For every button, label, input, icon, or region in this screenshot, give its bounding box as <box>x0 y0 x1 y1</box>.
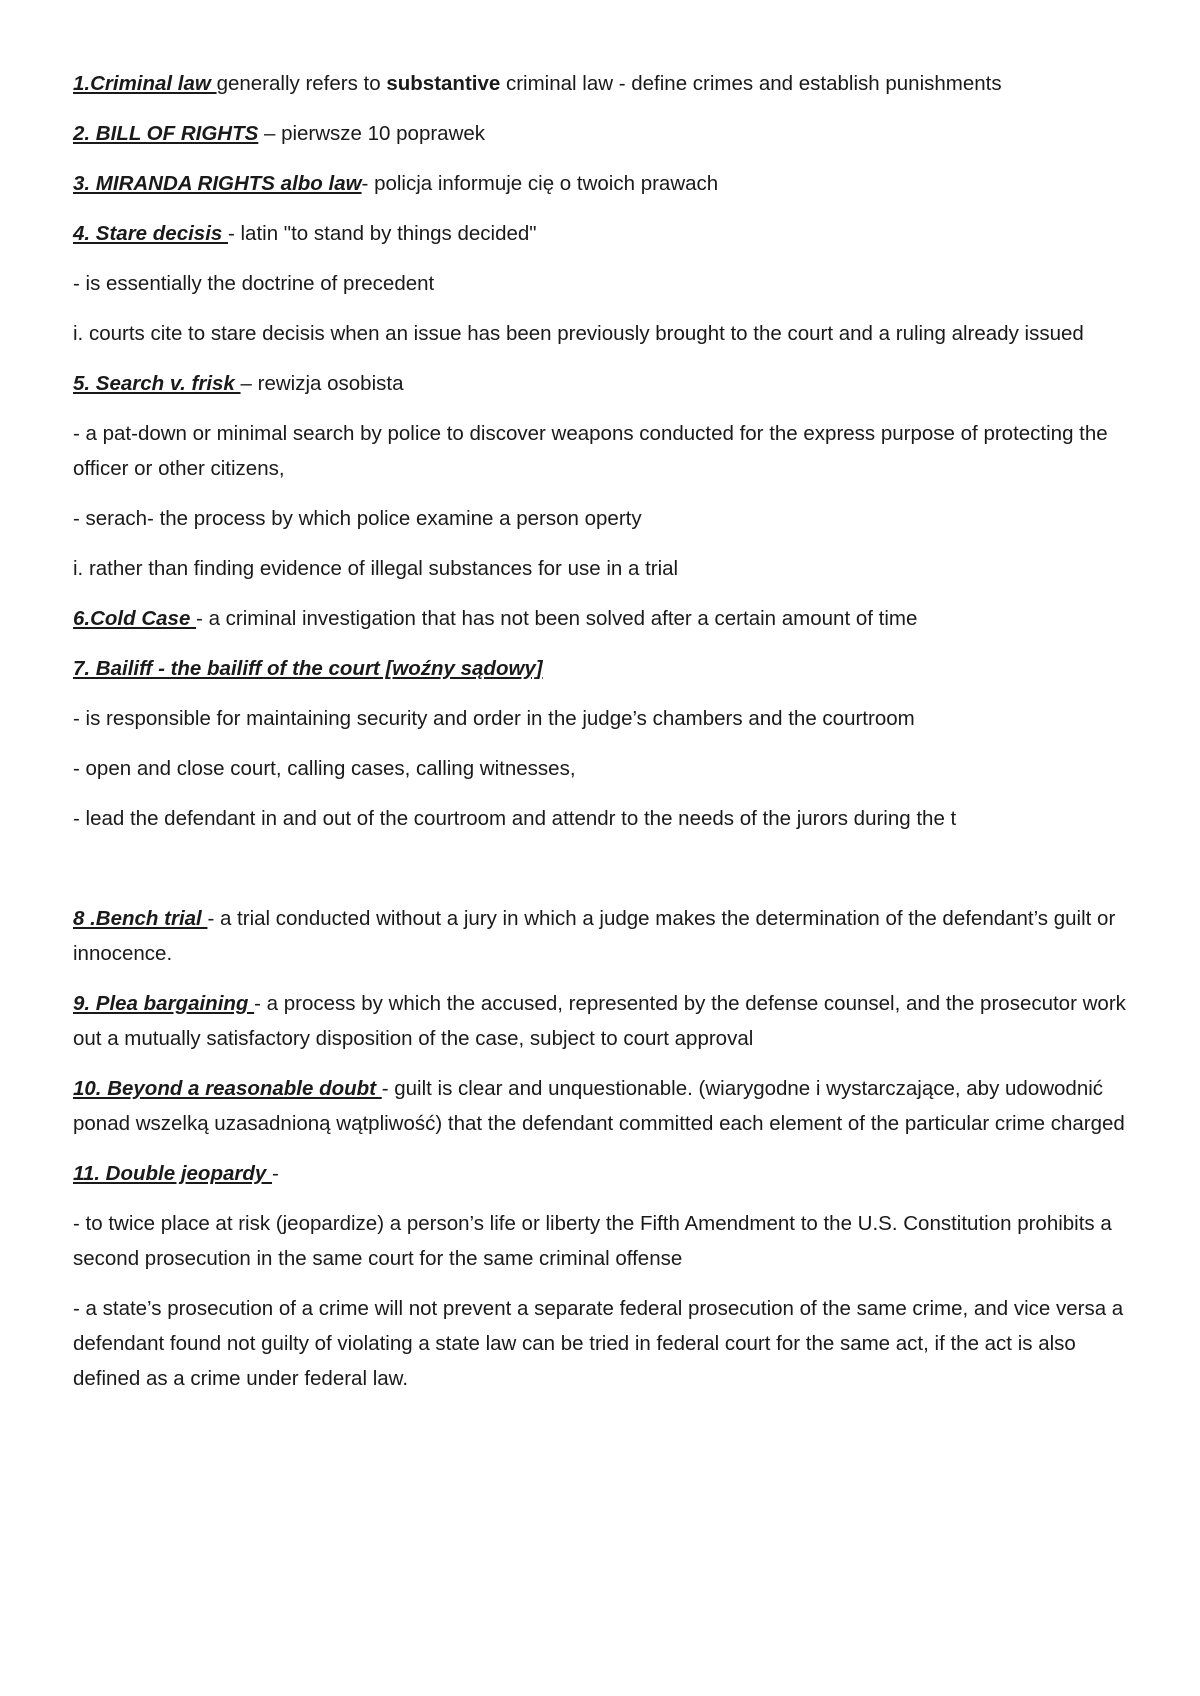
term-heading: 4. Stare decisis <box>73 222 228 245</box>
definition-text: i. rather than finding evidence of illegal substances for use in a trial <box>73 557 679 580</box>
term-heading: 9. Plea bargaining <box>73 992 255 1015</box>
definition-text: criminal law - define crimes and establish punishments <box>500 72 1002 95</box>
definition-line <box>73 1291 1141 1396</box>
definition-line <box>73 316 1141 351</box>
term-heading: 2. BILL OF RIGHTS <box>73 122 259 145</box>
definition-entry <box>73 116 1141 151</box>
definition-entry <box>73 366 1141 401</box>
definition-entry <box>73 216 1141 251</box>
definition-line <box>73 1206 1141 1276</box>
definition-line <box>73 551 1141 586</box>
definition-text: - a process by which the accused, represented by the defense counsel, and the prosecutor work out a mutually satisfactory disposition of the case, subject to court approval <box>73 992 1126 1050</box>
definition-entry <box>73 66 1141 101</box>
definition-text: - a criminal investigation that has not been solved after a certain amount of time <box>196 607 918 630</box>
definition-line <box>73 701 1141 736</box>
definition-text: i. courts cite to stare decisis when an issue has been previously brought to the court and a ruling already issued <box>73 322 1084 345</box>
definition-text: - policja informuje cię o twoich prawach <box>361 172 719 195</box>
term-heading: 10. Beyond a reasonable doubt <box>73 1077 382 1100</box>
blank-space <box>73 851 1141 901</box>
definition-entry <box>73 601 1141 636</box>
definition-text: - serach- the process by which police examine a person operty <box>73 507 642 530</box>
definition-text: - lead the defendant in and out of the courtroom and attendr to the needs of the jurors during the t <box>73 807 957 830</box>
definition-text: - a state’s prosecution of a crime will not prevent a separate federal prosecution of the same crime, and vice versa a defendant found not guilty of violating a state law can be tried in federal court for the same act, if the act is also defined as a crime under federal law. <box>73 1297 1124 1390</box>
definition-entry <box>73 901 1141 971</box>
definition-entry <box>73 986 1141 1056</box>
term-heading: 7. Bailiff - the bailiff of the court [woźny sądowy] <box>73 657 543 680</box>
definition-text: - is responsible for maintaining security and order in the judge’s chambers and the courtroom <box>73 707 915 730</box>
definition-entry <box>73 1071 1141 1141</box>
definition-line <box>73 501 1141 536</box>
definition-text: - latin "to stand by things decided" <box>227 222 537 245</box>
term-heading: 5. Search v. frisk <box>73 372 241 395</box>
definition-entry <box>73 1156 1141 1191</box>
definition-line <box>73 751 1141 786</box>
definition-line <box>73 801 1141 836</box>
definition-text: - guilt is clear and unquestionable. (wiarygodne i wystarczające, aby udowodnić ponad wszelką uzasadnioną wątpliwość) that the defendant committed each element of the particular crime charged <box>73 1077 1125 1135</box>
definition-text: - a trial conducted without a jury in which a judge makes the determination of the defendant’s guilt or innocence. <box>73 907 1116 965</box>
bold-word: substantive <box>386 72 501 95</box>
definition-line <box>73 266 1141 301</box>
definition-text: – rewizja osobista <box>240 372 404 395</box>
term-heading: 3. MIRANDA RIGHTS albo law <box>73 172 362 195</box>
definition-text: - a pat-down or minimal search by police to discover weapons conducted for the express purpose of protecting the officer or other citizens, <box>73 422 1108 480</box>
definition-entry <box>73 166 1141 201</box>
definition-text: - <box>271 1162 279 1185</box>
term-heading: 8 .Bench trial <box>73 907 208 930</box>
definition-text: generally refers to <box>216 72 387 95</box>
definition-line <box>73 416 1141 486</box>
definition-text: - open and close court, calling cases, calling witnesses, <box>73 757 576 780</box>
document-page <box>73 66 1141 1411</box>
term-heading: 6.Cold Case <box>73 607 197 630</box>
definition-text: – pierwsze 10 poprawek <box>258 122 486 145</box>
definition-text: - is essentially the doctrine of precedent <box>73 272 435 295</box>
term-heading: 1.Criminal law <box>73 72 217 95</box>
definition-text: - to twice place at risk (jeopardize) a person’s life or liberty the Fifth Amendment to the U.S. Constitution prohibits a second prosecution in the same court for the same criminal offense <box>73 1212 1112 1270</box>
term-heading: 11. Double jeopardy <box>73 1162 272 1185</box>
definition-entry <box>73 651 1141 686</box>
